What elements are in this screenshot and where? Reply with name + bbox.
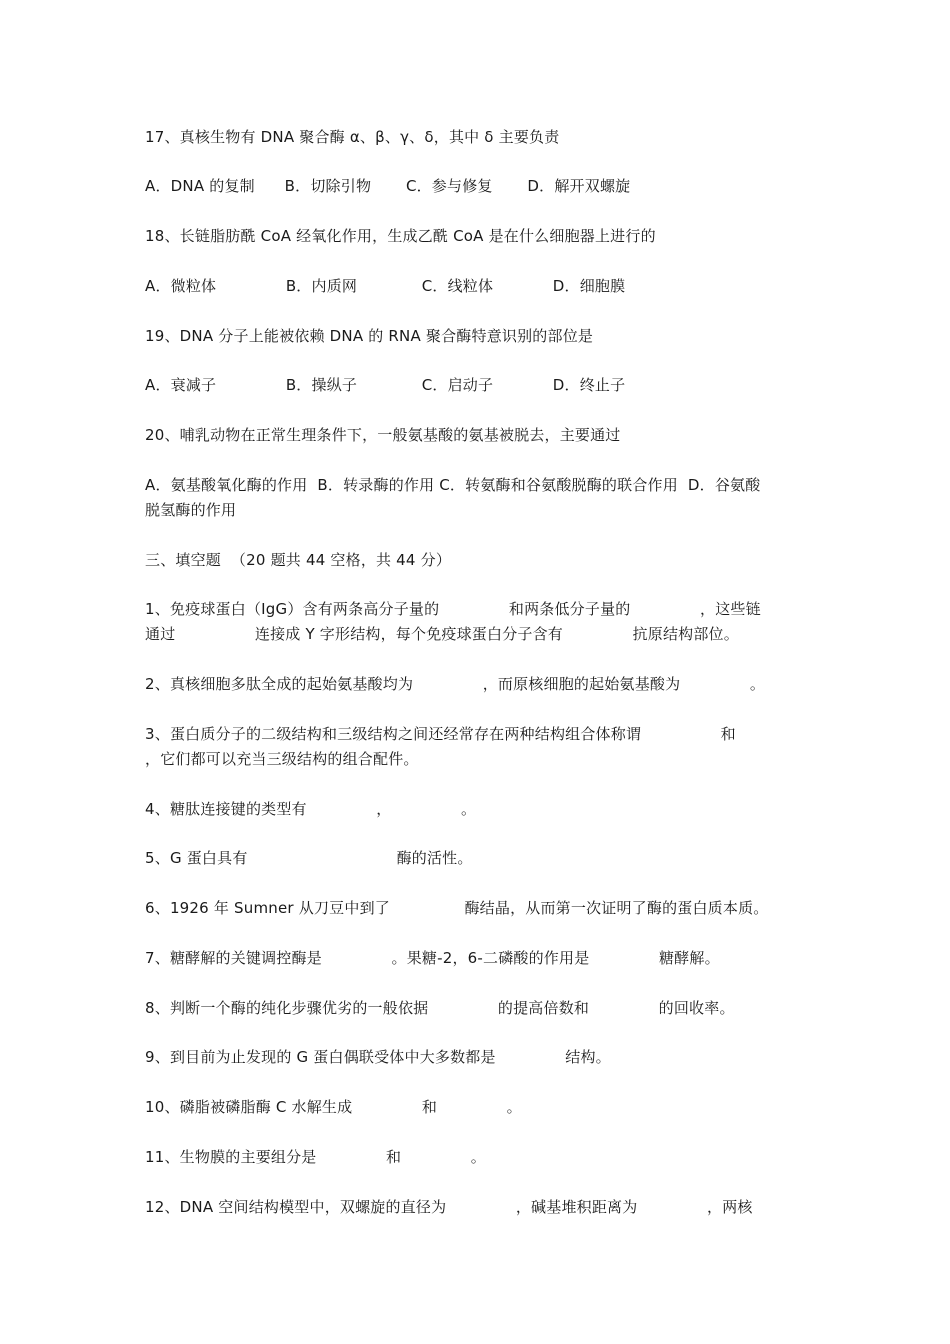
section-heading-fill-in: 三、填空题 （20 题共 44 空格，共 44 分） — [145, 551, 452, 569]
question-17-options: A．DNA 的复制 B．切除引物 C．参与修复 D．解开双螺旋 — [145, 177, 631, 195]
fill-question-1: 1、免疫球蛋白（IgG）含有两条高分子量的 和两条低分子量的 ，这些链 — [145, 600, 761, 618]
question-19: 19、DNA 分子上能被依赖 DNA 的 RNA 聚合酶特意识别的部位是 — [145, 327, 594, 345]
fill-question-7: 7、糖酵解的关键调控酶是 。果糖-2，6-二磷酸的作用是 糖酵解。 — [145, 949, 720, 967]
fill-question-4: 4、糖肽连接键的类型有 ， 。 — [145, 800, 477, 818]
fill-question-11: 11、生物膜的主要组分是 和 。 — [145, 1148, 486, 1166]
fill-question-3: 3、蛋白质分子的二级结构和三级结构之间还经常存在两种结构组合体称谓 和 — [145, 725, 736, 743]
fill-question-5: 5、G 蛋白具有 酶的活性。 — [145, 849, 473, 867]
fill-question-8: 8、判断一个酶的纯化步骤优劣的一般依据 的提高倍数和 的回收率。 — [145, 999, 735, 1017]
question-20: 20、哺乳动物在正常生理条件下，一般氨基酸的氨基被脱去，主要通过 — [145, 426, 621, 444]
question-18-options: A．微粒体 B．内质网 C．线粒体 D．细胞膜 — [145, 277, 626, 295]
question-19-options: A．衰减子 B．操纵子 C．启动子 D．终止子 — [145, 376, 626, 394]
fill-question-6: 6、1926 年 Sumner 从刀豆中到了 酶结晶，从而第一次证明了酶的蛋白质本质。 — [145, 899, 769, 917]
question-20-options-continued: 脱氢酶的作用 — [145, 501, 237, 519]
fill-question-2: 2、真核细胞多肽全成的起始氨基酸均为 ，而原核细胞的起始氨基酸为 。 — [145, 675, 766, 693]
fill-question-1-continued: 通过 连接成 Y 字形结构，每个免疫球蛋白分子含有 抗原结构部位。 — [145, 625, 739, 643]
fill-question-3-continued: ，它们都可以充当三级结构的组合配件。 — [145, 750, 419, 768]
question-18: 18、长链脂肪酰 CoA 经氧化作用，生成乙酰 CoA 是在什么细胞器上进行的 — [145, 227, 656, 245]
fill-question-12: 12、DNA 空间结构模型中，双螺旋的直径为 ，碱基堆积距离为 ，两核 — [145, 1198, 753, 1216]
question-20-options: A．氨基酸氧化酶的作用 B．转录酶的作用 C．转氨酶和谷氨酸脱酶的联合作用 D．谷氨酸 — [145, 476, 761, 494]
question-17: 17、真核生物有 DNA 聚合酶 α、β、γ、δ，其中 δ 主要负责 — [145, 128, 560, 146]
fill-question-9: 9、到目前为止发现的 G 蛋白偶联受体中大多数都是 结构。 — [145, 1048, 611, 1066]
fill-question-10: 10、磷脂被磷脂酶 C 水解生成 和 。 — [145, 1098, 522, 1116]
